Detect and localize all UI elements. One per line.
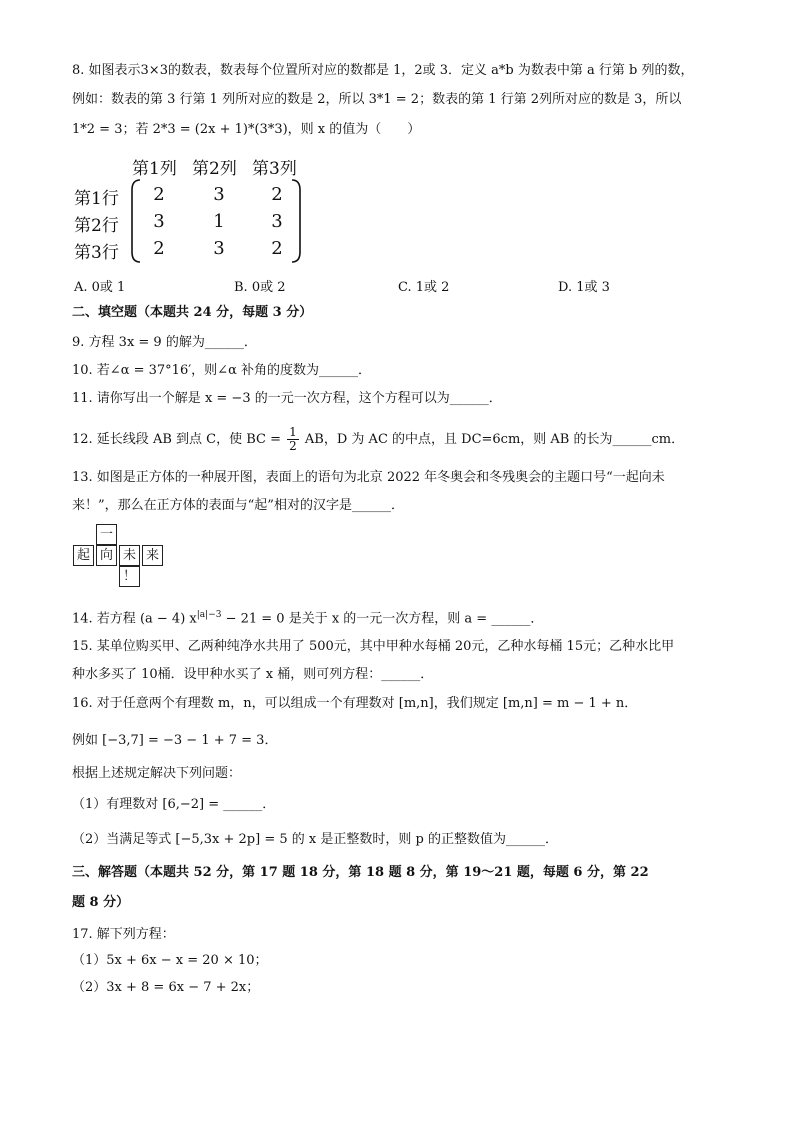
q8-line3: 1*2 = 3；若 2*3 = (2x + 1)*(3*3)，则 x 的值为（ ） — [72, 122, 421, 137]
matrix-cell: 2 — [271, 238, 283, 259]
q16-line3: 根据上述规定解决下列问题： — [72, 766, 242, 781]
matrix-cell: 1 — [213, 211, 225, 232]
q10: 10. 若∠α = 37°16′，则∠α 补角的度数为______． — [72, 363, 371, 378]
q8-line2: 例如：数表的第 3 行第 1 列所对应的数是 2，所以 3*1 = 2；数表的第 1 行第 2列所对应的数是 3，所以 — [72, 92, 682, 107]
q12 — [72, 426, 684, 453]
matrix-cell: 3 — [271, 211, 283, 232]
q16-line2: 例如 [−3,7] = −3 − 1 + 7 = 3． — [72, 733, 278, 748]
col-header-1: 第1列 — [132, 159, 177, 179]
net-cell-bottom: ！ — [119, 566, 140, 587]
q14-exponent: |a|−3 — [196, 610, 222, 620]
section3-heading-line1: 三、解答题（本题共 52 分，第 17 题 18 分，第 18 题 8 分，第 19～21 题，每题 6 分，第 22 — [72, 865, 649, 880]
fraction-denominator: 2 — [289, 439, 297, 453]
net-cell: 来 — [142, 545, 163, 566]
net-cell: 向 — [96, 545, 117, 566]
col-header-2: 第2列 — [192, 159, 237, 179]
option-c: C. 1或 2 — [398, 280, 450, 295]
fraction-numerator: 1 — [289, 425, 297, 439]
matrix-cell: 2 — [153, 238, 165, 259]
q17-part1: （1）5x + 6x − x = 20 × 10； — [72, 953, 268, 968]
q15-line2: 种水多买了 10桶．设甲种水买了 x 桶，则可列方程：______． — [72, 667, 434, 682]
matrix-cell: 2 — [153, 184, 165, 205]
net-cell: 起 — [73, 545, 94, 566]
q11: 11. 请你写出一个解是 x = −3 的一元一次方程，这个方程可以为______． — [72, 391, 502, 406]
q16-part1: （1）有理数对 [6,−2] = ______． — [72, 797, 276, 812]
option-a: A. 0或 1 — [74, 280, 126, 295]
matrix-cell: 3 — [153, 211, 165, 232]
q13-line1: 13. 如图是正方体的一种展开图，表面上的语句为北京 2022 年冬奥会和冬残奥会的主题口号“一起向未 — [72, 470, 665, 485]
matrix-cell: 3 — [213, 238, 225, 259]
q8-line1: 8. 如图表示3×3的数表，数表每个位置所对应的数都是 1，2或 3．定义 a*b 为数表中第 a 行第 b 列的数， — [72, 63, 694, 78]
fraction — [287, 426, 299, 453]
row-header-3: 第3行 — [74, 243, 119, 263]
option-b: B. 0或 2 — [234, 280, 286, 295]
q14 — [72, 606, 543, 628]
q17: 17. 解下列方程： — [72, 927, 175, 942]
row-header-2: 第2行 — [74, 216, 119, 236]
q13-line2: 来！”，那么在正方体的表面与“起”相对的汉字是______． — [72, 498, 404, 513]
matrix-cell: 3 — [213, 184, 225, 205]
q9: 9. 方程 3x = 9 的解为______． — [72, 335, 257, 350]
net-cell: 未 — [119, 545, 140, 566]
section3-heading-line2: 题 8 分） — [72, 895, 130, 910]
q14-text-a: 14. 若方程 (a − 4) x — [72, 611, 197, 627]
q12-text-b: AB，D 为 AC 的中点，且 DC=6cm，则 AB 的长为______cm． — [304, 432, 685, 447]
section2-heading: 二、填空题（本题共 24 分，每题 3 分） — [72, 305, 313, 320]
matrix-cell: 2 — [271, 184, 283, 205]
col-header-3: 第3列 — [252, 159, 297, 179]
q12-text-a: 12. 延长线段 AB 到点 C，使 BC = — [72, 432, 281, 447]
option-d: D. 1或 3 — [558, 280, 610, 295]
net-cell-top: 一 — [96, 524, 117, 545]
q16-line1: 16. 对于任意两个有理数 m，n，可以组成一个有理数对 [m,n]，我们规定 [m,n] = m − 1 + n． — [72, 696, 638, 711]
q17-part2: （2）3x + 8 = 6x − 7 + 2x； — [72, 980, 260, 995]
row-header-1: 第1行 — [74, 189, 119, 209]
q14-text-b: − 21 = 0 是关于 x 的一元一次方程，则 a = ______． — [221, 611, 544, 627]
q16-part2: （2）当满足等式 [−5,3x + 2p] = 5 的 x 是正整数时，则 p 的正整数值为______． — [72, 832, 558, 847]
q15-line1: 15. 某单位购买甲、乙两种纯净水共用了 500元，其中甲种水每桶 20元，乙种水每桶 15元；乙种水比甲 — [72, 639, 675, 654]
